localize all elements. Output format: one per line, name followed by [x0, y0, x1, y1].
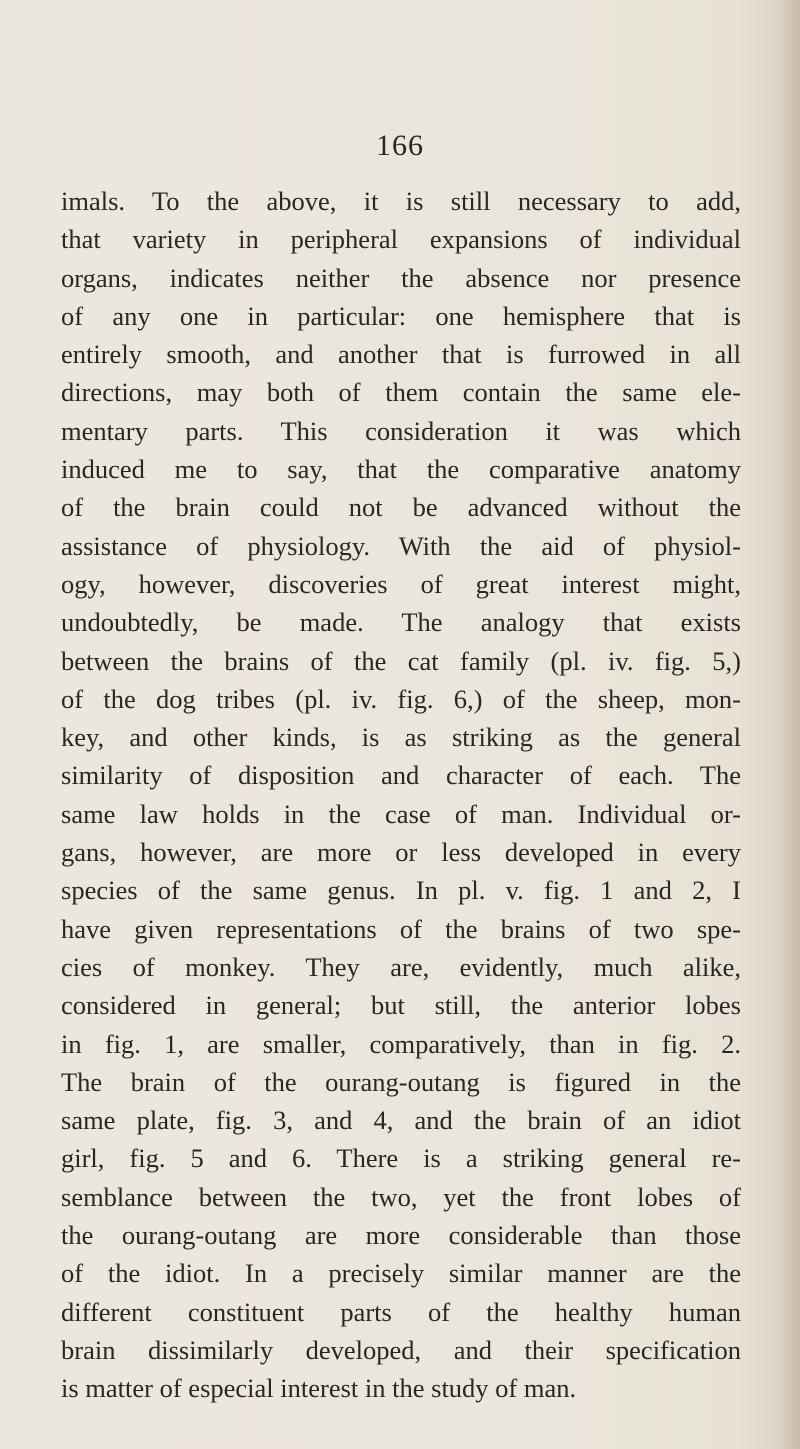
- text-line: of the brain could not be advanced without the: [61, 492, 741, 523]
- text-line: have given representations of the brains of two spe-: [61, 913, 741, 944]
- text-line: semblance between the two, yet the front lobes of: [61, 1181, 741, 1212]
- text-line: in fig. 1, are smaller, comparatively, than in fig. 2.: [61, 1028, 741, 1059]
- text-line: similarity of disposition and character of each. The: [61, 760, 741, 791]
- text-line: assistance of physiology. With the aid of physiol-: [61, 530, 741, 561]
- text-line: ogy, however, discoveries of great interest might,: [61, 568, 741, 599]
- page-number: 166: [376, 129, 424, 162]
- text-line: induced me to say, that the comparative anatomy: [61, 454, 741, 485]
- text-line: different constituent parts of the healthy human: [61, 1296, 741, 1327]
- text-line: species of the same genus. In pl. v. fig. 1 and 2, I: [61, 875, 741, 906]
- text-line: entirely smooth, and another that is furrowed in all: [61, 339, 741, 370]
- text-line: same plate, fig. 3, and 4, and the brain of an idiot: [61, 1105, 741, 1136]
- page-edge-shadow: [776, 0, 800, 1449]
- text-line: imals. To the above, it is still necessary to add,: [61, 186, 741, 216]
- text-line: mentary parts. This consideration it was which: [61, 415, 741, 446]
- text-line: of the idiot. In a precisely similar manner are the: [61, 1258, 741, 1289]
- text-line: of any one in particular: one hemisphere that is: [61, 300, 741, 331]
- body-text: [61, 182, 741, 1408]
- text-line: cies of monkey. They are, evidently, much alike,: [61, 951, 741, 982]
- text-line: organs, indicates neither the absence nor presence: [61, 262, 741, 293]
- text-line-last: is matter of especial interest in the study of man.: [61, 1373, 577, 1404]
- text-line: that variety in peripheral expansions of individual: [61, 224, 741, 255]
- text-line: of the dog tribes (pl. iv. fig. 6,) of the sheep, mon-: [61, 683, 741, 714]
- text-line: between the brains of the cat family (pl. iv. fig. 5,): [61, 645, 741, 676]
- text-line: considered in general; but still, the anterior lobes: [61, 990, 741, 1021]
- text-line: the ourang-outang are more considerable than those: [61, 1220, 741, 1251]
- text-line: brain dissimilarly developed, and their specification: [61, 1334, 741, 1365]
- text-line: key, and other kinds, is as striking as the general: [61, 722, 741, 753]
- text-line: same law holds in the case of man. Individual or-: [61, 798, 741, 829]
- text-line: girl, fig. 5 and 6. There is a striking general re-: [61, 1143, 741, 1174]
- text-line: directions, may both of them contain the same ele-: [61, 377, 741, 408]
- text-line: undoubtedly, be made. The analogy that exists: [61, 607, 741, 638]
- text-line: The brain of the ourang-outang is figured in the: [61, 1066, 741, 1097]
- text-line: gans, however, are more or less developed in every: [61, 837, 741, 868]
